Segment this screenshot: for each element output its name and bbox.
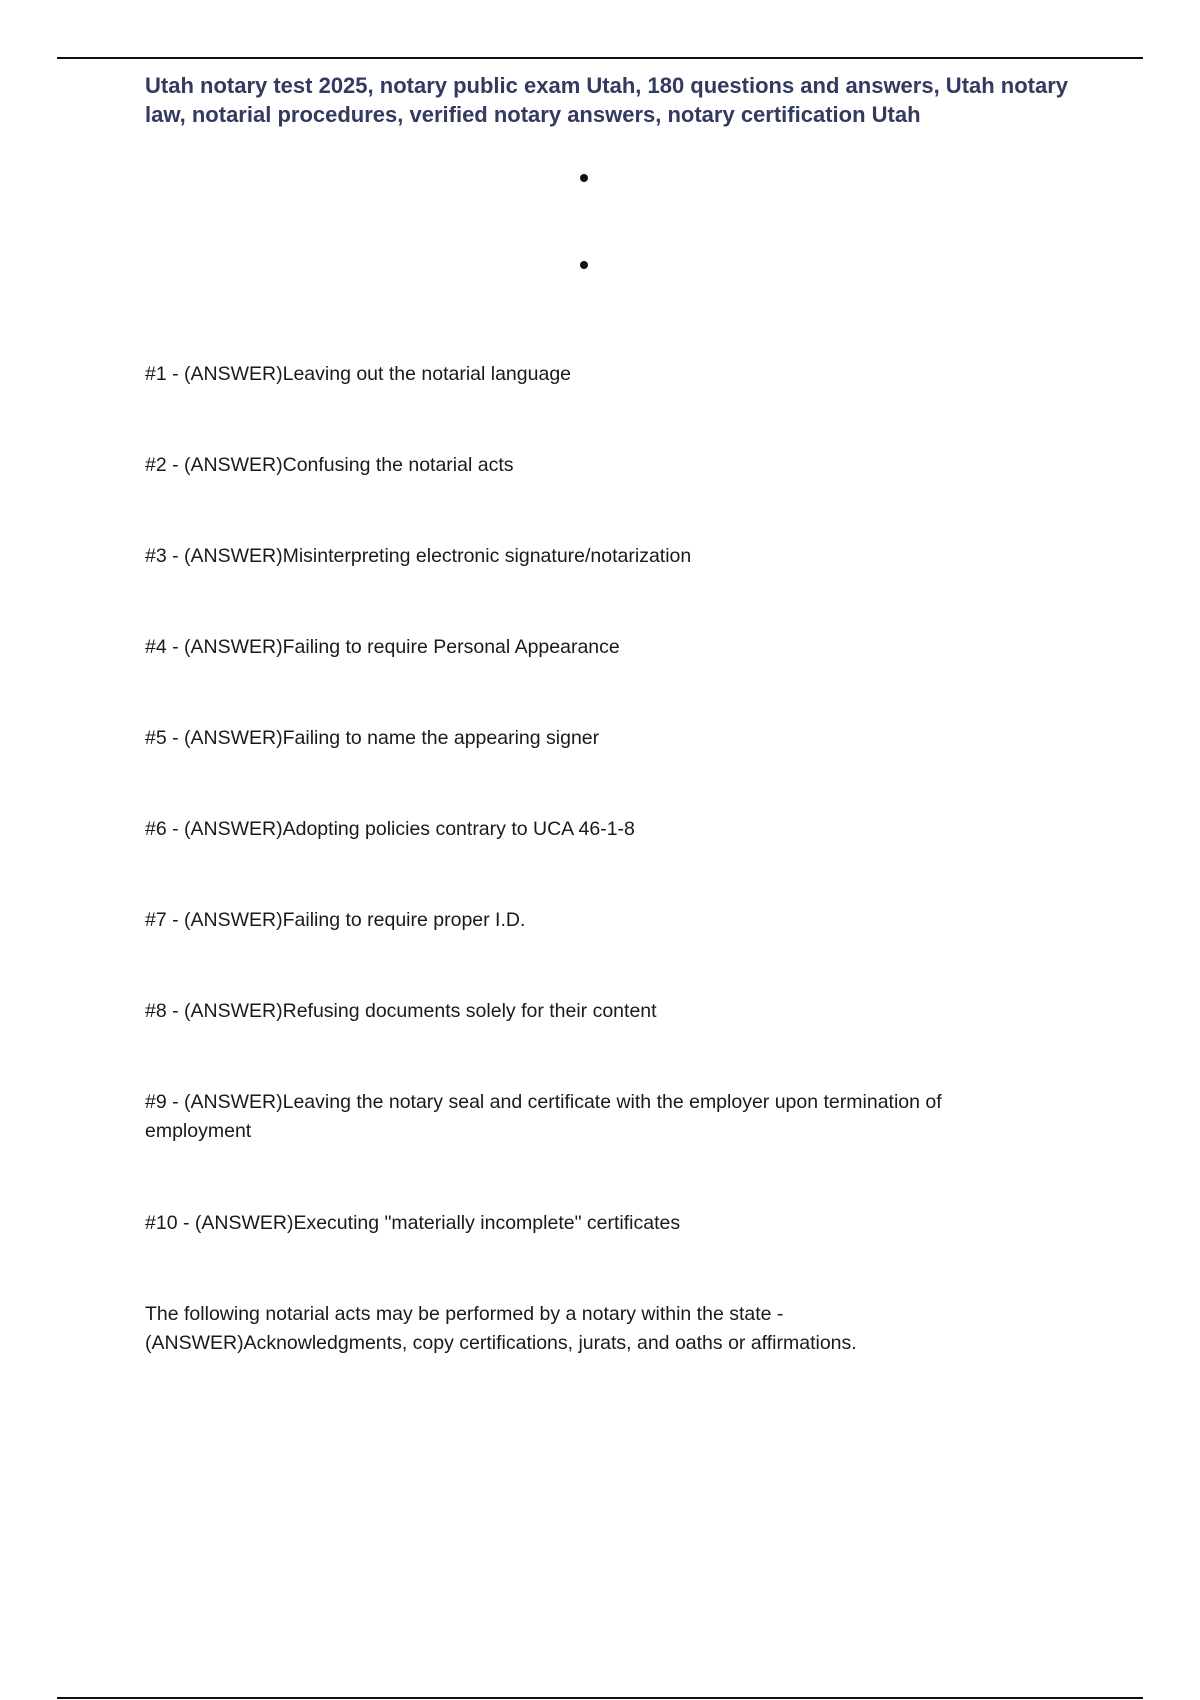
qa-item-6 bbox=[145, 815, 1005, 844]
answer-text: (ANSWER)Failing to require proper I.D. bbox=[184, 909, 526, 931]
answer-text: (ANSWER)Adopting policies contrary to UCA 46-1-8 bbox=[184, 818, 635, 840]
answer-text: (ANSWER)Refusing documents solely for their content bbox=[184, 1000, 657, 1022]
question-text: #6 - bbox=[145, 818, 185, 840]
question-text: #10 - bbox=[145, 1212, 195, 1234]
bottom-rule bbox=[57, 1697, 1143, 1699]
question-text: #8 - bbox=[145, 1000, 185, 1022]
answer-text: (ANSWER)Failing to require Personal Appearance bbox=[184, 636, 620, 658]
question-text: #4 - bbox=[145, 636, 185, 658]
qa-item-9 bbox=[145, 1088, 1005, 1146]
answer-text: (ANSWER)Failing to name the appearing signer bbox=[184, 727, 600, 749]
qa-item-11 bbox=[145, 1300, 1005, 1358]
qa-item-4 bbox=[145, 633, 1005, 662]
qa-item-1 bbox=[145, 360, 1005, 389]
answer-text: (ANSWER)Misinterpreting electronic signature/notarization bbox=[184, 545, 692, 567]
question-text: #2 - bbox=[145, 454, 185, 476]
question-text: The following notarial acts may be performed by a notary within the state - bbox=[145, 1303, 789, 1325]
answer-text: (ANSWER)Confusing the notarial acts bbox=[184, 454, 514, 476]
answer-text: (ANSWER)Leaving the notary seal and certificate with the employer upon termination of employment bbox=[145, 1091, 948, 1142]
top-rule bbox=[57, 57, 1143, 59]
qa-item-3 bbox=[145, 542, 1005, 571]
document-title: Utah notary test 2025, notary public exam Utah, 180 questions and answers, Utah notary law, notarial procedures, verified notary answers, notary certification Utah bbox=[145, 73, 1069, 127]
question-text: #9 - bbox=[145, 1091, 185, 1113]
qa-item-2 bbox=[145, 451, 1005, 480]
qa-item-10 bbox=[145, 1209, 1005, 1238]
bullet-point bbox=[580, 261, 588, 269]
answer-text: (ANSWER)Executing "materially incomplete" certificates bbox=[194, 1212, 681, 1234]
question-text: #7 - bbox=[145, 909, 185, 931]
answer-text: (ANSWER)Leaving out the notarial language bbox=[184, 363, 572, 385]
qa-item-8 bbox=[145, 997, 1005, 1026]
question-text: #5 - bbox=[145, 727, 185, 749]
qa-item-5 bbox=[145, 724, 1005, 753]
bullet-point bbox=[580, 174, 588, 182]
question-text: #1 - bbox=[145, 363, 185, 385]
answer-text: (ANSWER)Acknowledgments, copy certifications, jurats, and oaths or affirmations. bbox=[145, 1332, 857, 1354]
question-text: #3 - bbox=[145, 545, 185, 567]
qa-item-7 bbox=[145, 906, 1005, 935]
